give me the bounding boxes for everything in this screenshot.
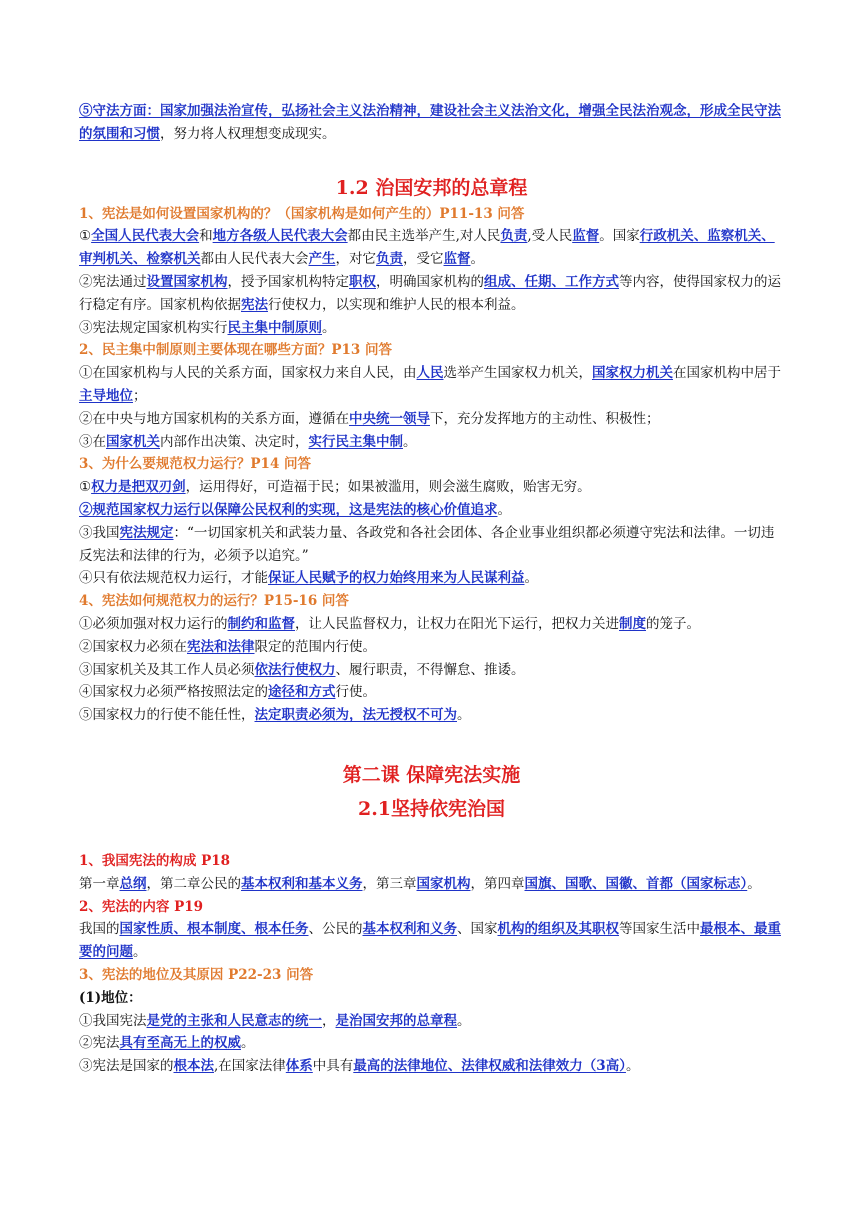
answer-line: [79, 476, 784, 499]
key-term: 总纲: [119, 875, 147, 892]
text: ②在中央与地方国家机构的关系方面，遵循在: [79, 410, 349, 427]
answer-line: [79, 431, 784, 454]
key-term: 是党的主张和人民意志的统一: [146, 1012, 322, 1029]
key-term: 产生: [308, 251, 336, 268]
text: 在国家机构中居于: [673, 365, 781, 382]
text: 都由人民代表大会: [200, 251, 309, 268]
text: 。: [625, 1058, 640, 1075]
answer-line: [79, 636, 784, 659]
answer-line: [79, 271, 784, 317]
text: 选举产生国家权力机关，: [443, 365, 592, 382]
text: 。国家: [599, 228, 640, 245]
question-heading: 3、为什么要规范权力运行？P14 问答: [79, 456, 312, 473]
key-term: 途径和方式: [268, 684, 336, 701]
text: ：“一切国家机关和武装力量、各政党和各社会团体、各企业事业组织都必须遵守宪法和法律。一切违反宪法和法律的行为，必须予以追究。”: [79, 524, 775, 564]
key-term: 制约和监督: [227, 615, 295, 632]
key-term: 宪法: [241, 296, 268, 313]
answer-line: [79, 522, 784, 568]
text: ①在国家机构与人民的关系方面，国家权力来自人民，由: [79, 365, 417, 382]
text: 。: [524, 570, 538, 587]
text: 、国家: [457, 921, 498, 938]
text: ①: [79, 228, 92, 245]
key-term: 宪法规定: [119, 524, 174, 541]
text: ④只有依法规范权力运行，才能: [79, 570, 268, 587]
text: 。: [470, 251, 484, 268]
key-term: 制度: [619, 615, 646, 632]
key-term: 最根本、最重要的问题: [79, 921, 781, 961]
text: ⑤国家权力的行使不能任性，: [79, 707, 255, 724]
answer-line: [79, 613, 784, 636]
text: ③国家机关及其工作人员必须: [79, 661, 255, 678]
question-heading: 2、民主集中制原则主要体现在哪些方面？P13 问答: [79, 342, 393, 359]
lesson-title: 第二课 保障宪法实施: [342, 763, 521, 786]
answer-line: [79, 681, 784, 704]
answer-line: [79, 317, 784, 340]
key-term: 保证人民赋予的权力始终用来为人民谋利益: [268, 570, 525, 587]
question-heading: 4、宪法如何规范权力的运行？P15-16 问答: [79, 593, 349, 610]
answer-line: [79, 1055, 784, 1078]
question-heading: 3、宪法的地位及其原因 P22-23 问答: [79, 966, 314, 983]
emphasis: 国家加强法治宣传，弘扬社会主义法治精神，建设社会主义法治文化，增强全民法治观念，形成全民守法的氛围和习惯: [79, 103, 781, 142]
text: ③宪法是国家的: [79, 1058, 174, 1075]
text: ②国家权力必须在: [79, 638, 187, 655]
document-page: [79, 100, 784, 1078]
text: ，运用得好，可造福于民；如果被滥用，则会滋生腐败，贻害无穷。: [185, 479, 591, 496]
text: 的笼子。: [646, 615, 700, 632]
text: 下，充分发挥地方的主动性、积极性；: [430, 410, 660, 427]
text: ①必须加强对权力运行的: [79, 615, 228, 632]
text: 。: [241, 1035, 255, 1052]
key-term: 组成、任期、工作方式: [484, 273, 619, 290]
key-term: 体系: [285, 1058, 313, 1075]
text: 限定的范围内行使。: [254, 638, 376, 655]
answer-line: [79, 567, 784, 590]
text: ，授予国家机构特定: [227, 273, 349, 290]
key-term: 实行民主集中制: [308, 433, 403, 450]
text: 和: [199, 228, 213, 245]
key-term: 监督: [443, 251, 471, 268]
text: ③宪法规定国家机构实行: [79, 319, 228, 336]
key-term: ②规范国家权力运行以保障公民权利的实现，这是宪法的核心价值追求: [79, 501, 498, 518]
text: 第一章: [79, 875, 120, 892]
answer-line: [79, 225, 784, 271]
answer-line: [79, 704, 784, 727]
question-heading: 2、宪法的内容 P19: [79, 898, 204, 915]
question-heading: 1、宪法是如何设置国家机构的？（国家机构是如何产生的）P11-13 问答: [79, 205, 525, 222]
text: 。: [747, 875, 761, 892]
text: ②宪法: [79, 1035, 120, 1052]
key-term: 行政机关、监察机关、审判机关、检察机关: [79, 228, 775, 268]
answer-line: [79, 659, 784, 682]
key-term: 基本权利和基本义务: [241, 875, 363, 892]
text: ，明确国家机构的: [376, 273, 484, 290]
key-term: 设置国家机构: [146, 273, 228, 290]
key-term: 人民: [416, 365, 444, 382]
answer-line: [79, 918, 784, 964]
key-term: 根本法: [173, 1058, 214, 1075]
key-term: 宪法和法律: [187, 638, 255, 655]
text: ，第三章: [362, 875, 417, 892]
key-term: 国旗、国歌、国徽、首都（国家标志）: [524, 875, 748, 892]
text: ；: [133, 387, 147, 404]
answer-line: [79, 1032, 784, 1055]
text: ④国家权力必须严格按照法定的: [79, 684, 268, 701]
key-term: 国家机关: [106, 433, 160, 450]
text: ，受它: [403, 251, 444, 268]
text: ,在国家法律: [214, 1058, 286, 1075]
text: ③在: [79, 433, 106, 450]
section-title: 1.2 治国安邦的总章程: [335, 176, 528, 199]
key-term: 全国人民代表大会: [91, 228, 200, 245]
intro-paragraph: [79, 100, 784, 146]
text: 中具有: [312, 1058, 354, 1075]
text: 等内容，使得国家权力的运行稳定有序。国家机构依据: [79, 273, 781, 313]
key-term: 地方各级人民代表大会: [212, 228, 348, 245]
text: ，第二章公民的: [146, 875, 241, 892]
text: 。: [322, 319, 336, 336]
key-term: 职权: [349, 273, 376, 290]
text: ，第四章: [470, 875, 525, 892]
key-term: 基本权利和义务: [362, 921, 457, 938]
text: ,受人民: [527, 228, 573, 245]
key-term: 依法行使权力: [254, 661, 336, 678]
text: ，努力将人权理想变成现实。: [160, 125, 336, 142]
key-term: 具有至高无上的权威: [119, 1035, 241, 1052]
emphasis: ⑤守法方面：: [79, 103, 160, 119]
key-term: 国家权力机关: [592, 365, 673, 382]
text: ②宪法通过: [79, 273, 147, 290]
text: 行使。: [335, 684, 376, 701]
answer-line: [79, 499, 784, 522]
text: 等国家生活中: [619, 921, 700, 938]
text: 。: [497, 501, 511, 518]
text: 我国的: [79, 921, 120, 938]
key-term: 是治国安邦的总章程: [335, 1012, 457, 1029]
sub-heading: (1)地位：: [79, 989, 142, 1006]
text: ①我国宪法: [79, 1012, 147, 1029]
key-term: 负责: [376, 251, 403, 268]
key-term: 法定职责必须为，法无授权不可为: [254, 707, 457, 724]
answer-line: [79, 362, 784, 408]
text: ，: [322, 1012, 336, 1029]
text: 、公民的: [308, 921, 363, 938]
answer-line: [79, 873, 784, 896]
text: 。: [457, 707, 471, 724]
text: ，让人民监督权力，让权力在阳光下运行，把权力关进: [295, 615, 619, 632]
text: 。: [403, 433, 417, 450]
text: 。: [133, 944, 147, 961]
text: ①: [79, 479, 92, 496]
key-term: 负责: [500, 228, 528, 245]
text: 都由民主选举产生,对人民: [347, 228, 501, 245]
text: ③我国: [79, 524, 120, 541]
key-term: 民主集中制原则: [227, 319, 322, 336]
lesson-subtitle: 2.1坚持依宪治国: [357, 797, 506, 820]
text: ，对它: [335, 251, 376, 268]
question-heading: 1、我国宪法的构成 P18: [79, 852, 231, 869]
key-term: 国家性质、根本制度、根本任务: [119, 921, 309, 938]
answer-line: [79, 408, 784, 431]
key-term: 中央统一领导: [349, 410, 430, 427]
key-term: 国家机构: [416, 875, 471, 892]
text: 内部作出决策、决定时，: [160, 433, 309, 450]
key-term: 主导地位: [79, 387, 133, 404]
text: 、履行职责，不得懈怠、推诿。: [335, 661, 525, 678]
key-term: 机构的组织及其职权: [497, 921, 619, 938]
key-term: 权力是把双刃剑: [91, 479, 186, 496]
key-term: 监督: [572, 228, 600, 245]
text: 。: [457, 1012, 471, 1029]
text: 行使权力，以实现和维护人民的根本利益。: [268, 296, 525, 313]
key-term: 最高的法律地位、法律权威和法律效力（3高）: [353, 1058, 626, 1075]
answer-line: [79, 1010, 784, 1033]
